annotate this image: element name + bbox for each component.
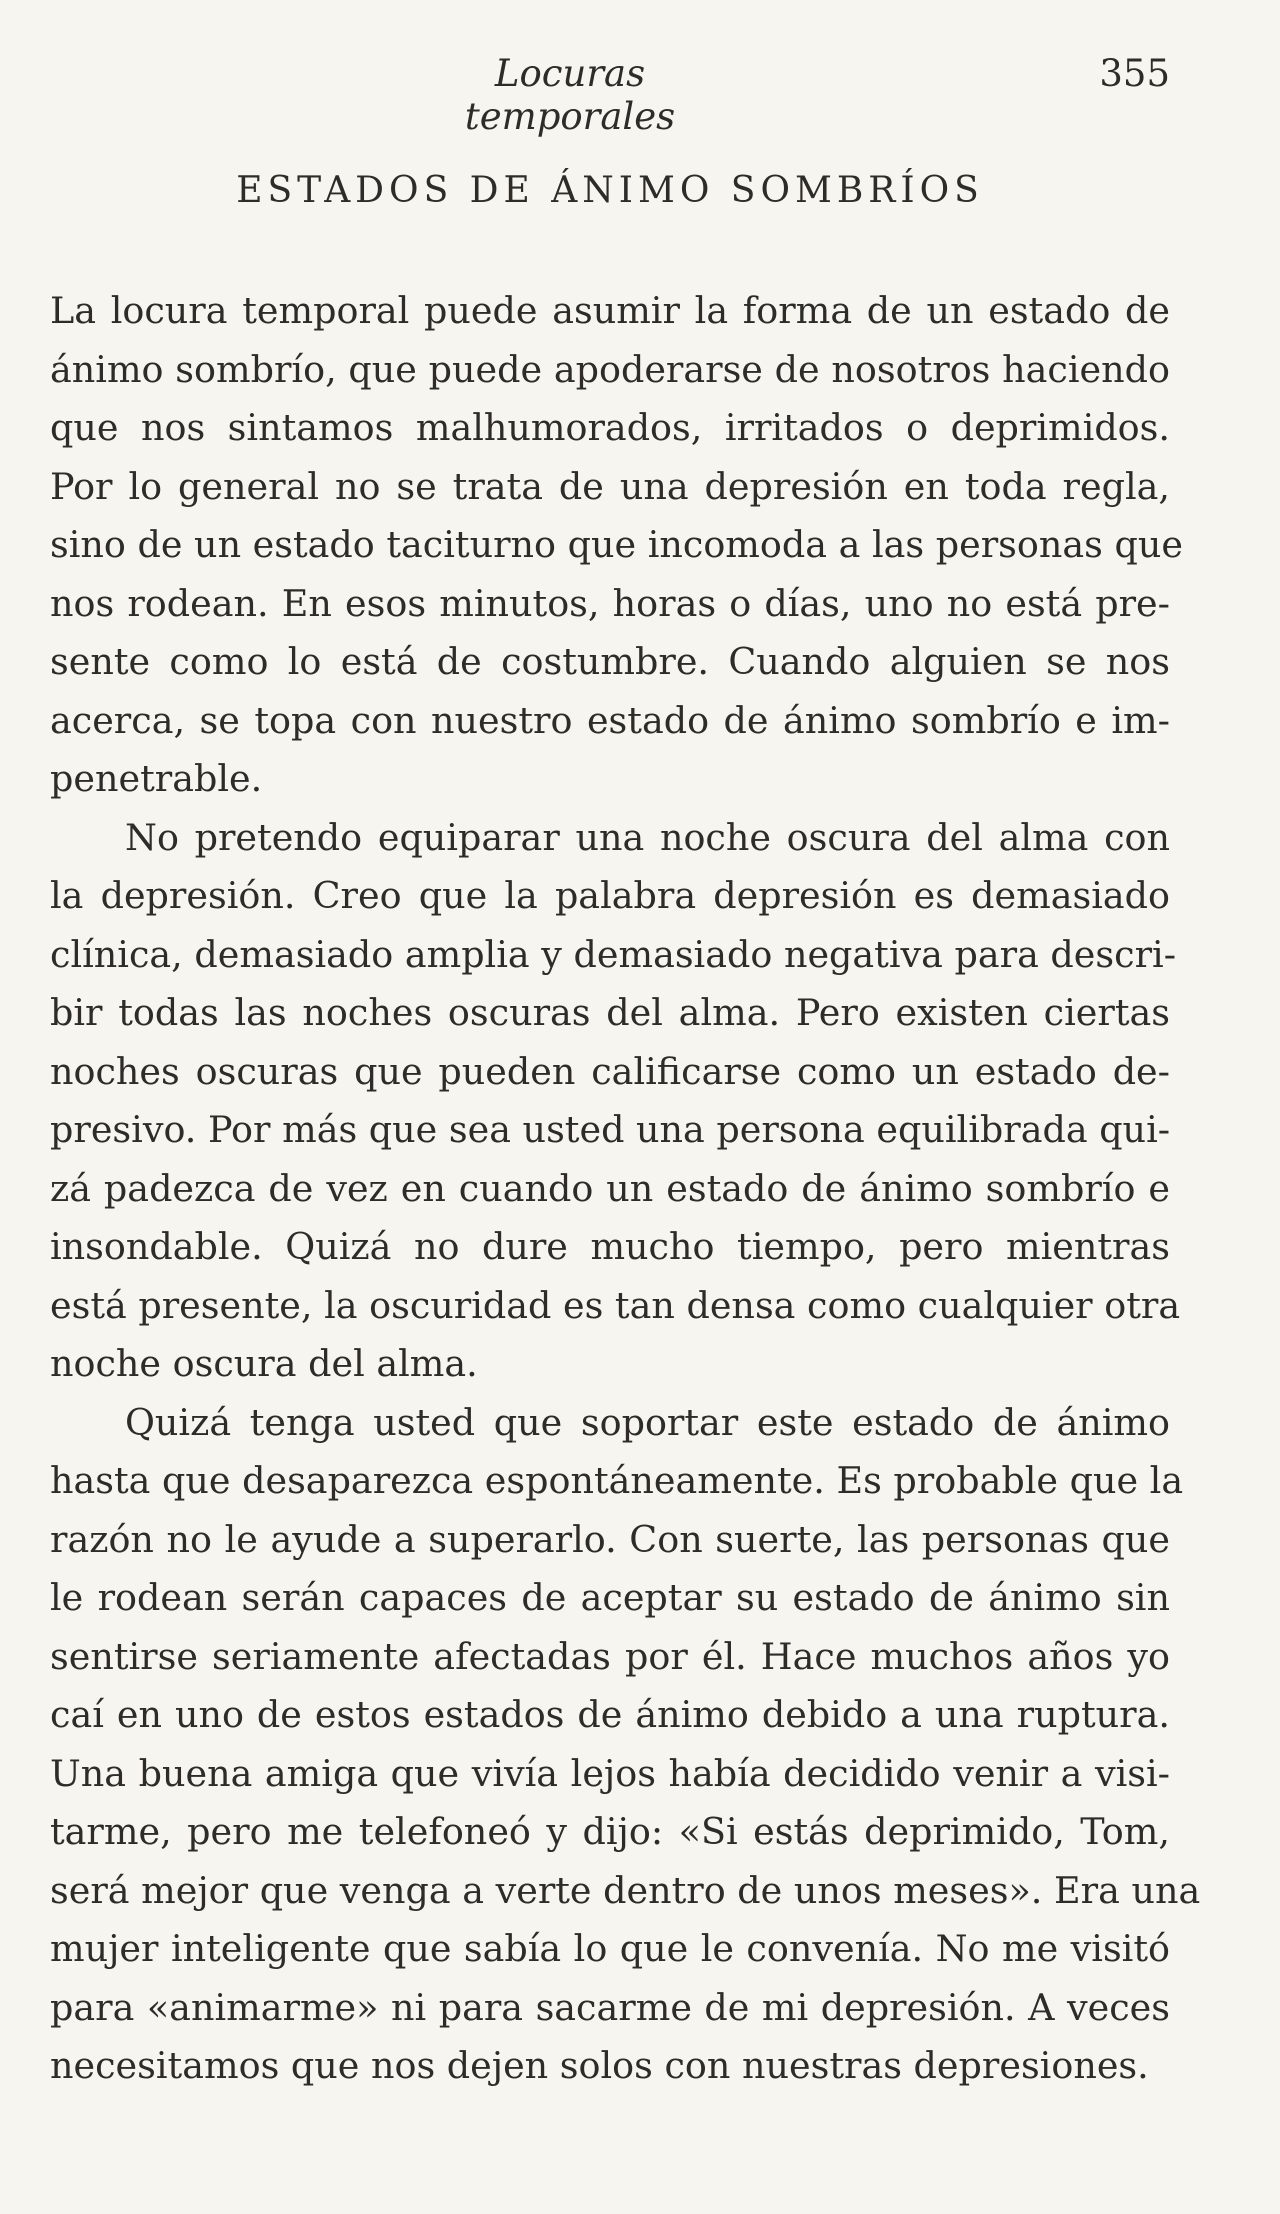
text-line: penetrable. (50, 757, 263, 800)
text-line: para «animarme» ni para sacarme de mi depresión. A veces (50, 1985, 1170, 2029)
text-line: sente como lo está de costumbre. Cuando alguien se nos (50, 640, 1170, 683)
text-line: que nos sintamos malhumorados, irritados o deprimidos. (50, 406, 1170, 449)
text-line: presivo. Por más que sea usted una persona equilibrada qui- (50, 1108, 1171, 1151)
text-line: noches oscuras que pueden calificarse como un estado de- (50, 1049, 1170, 1093)
text-line: Quizá tenga usted que soportar este estado de ánimo (125, 1400, 1170, 1444)
section-heading: ESTADOS DE ÁNIMO SOMBRÍOS (236, 170, 984, 211)
text-line: clínica, demasiado amplia y demasiado negativa para descri- (50, 932, 1177, 976)
text-line: Por lo general no se trata de una depresión en toda regla, (50, 464, 1170, 508)
text-line: razón no le ayude a superarlo. Con suerte, las personas que (50, 1517, 1170, 1561)
text-line: hasta que desaparezca espontáneamente. Es probable que la (50, 1459, 1184, 1502)
text-line: sentirse seriamente afectadas por él. Hace muchos años yo (50, 1634, 1170, 1678)
text-line: acerca, se topa con nuestro estado de ánimo sombrío e im- (50, 698, 1170, 742)
text-line: bir todas las noches oscuras del alma. Pero existen ciertas (50, 991, 1170, 1034)
text-line: caí en uno de estos estados de ánimo debido a una ruptura. (50, 1693, 1170, 1736)
page-number: 355 (1099, 52, 1170, 95)
running-head (50, 52, 1170, 138)
text-line: La locura temporal puede asumir la forma de un estado de (50, 289, 1170, 332)
text-line: tarme, pero me telefoneó y dijo: «Si estás deprimido, Tom, (50, 1810, 1170, 1853)
running-head-title: Locuras temporales (464, 52, 676, 138)
text-line: ánimo sombrío, que puede apoderarse de nosotros haciendo (50, 347, 1170, 391)
text-line: Una buena amiga que vivía lejos había decidido venir a visi- (50, 1751, 1170, 1795)
text-line: le rodean serán capaces de aceptar su estado de ánimo sin (50, 1576, 1170, 1619)
text-line: mujer inteligente que sabía lo que le convenía. No me visitó (50, 1927, 1170, 1970)
text-line: sino de un estado taciturno que incomoda a las personas que (50, 523, 1183, 566)
text-line: No pretendo equiparar una noche oscura del alma con (125, 815, 1170, 859)
text-line: será mejor que venga a verte dentro de unos meses». Era una (50, 1868, 1201, 1912)
text-line: está presente, la oscuridad es tan densa como cualquier otra (50, 1283, 1181, 1327)
text-line: necesitamos que nos dejen solos con nuestras depresiones. (50, 2044, 1149, 2087)
text-line: insondable. Quizá no dure mucho tiempo, pero mientras (50, 1225, 1170, 1268)
text-line: la depresión. Creo que la palabra depresión es demasiado (50, 874, 1170, 917)
text-line: zá padezca de vez en cuando un estado de ánimo sombrío e (50, 1166, 1170, 1210)
body-text (50, 282, 1201, 2096)
text-line: noche oscura del alma. (50, 1342, 478, 1385)
text-line: nos rodean. En esos minutos, horas o días, uno no está pre- (50, 581, 1170, 625)
